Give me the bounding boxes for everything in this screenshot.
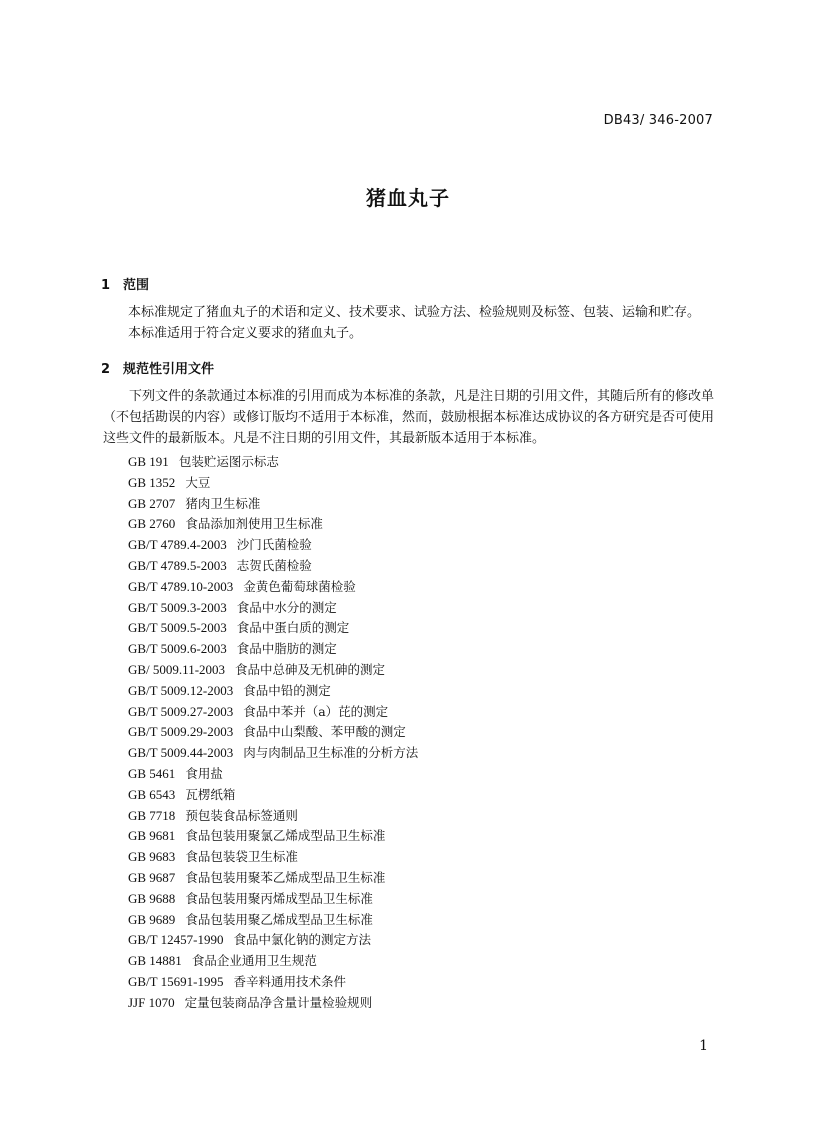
reference-item bbox=[128, 722, 418, 743]
section-number: 2 bbox=[101, 362, 111, 377]
reference-code: GB 2707 bbox=[128, 495, 176, 511]
reference-code: GB 6543 bbox=[128, 786, 176, 802]
reference-item bbox=[128, 826, 418, 847]
reference-item bbox=[128, 910, 418, 931]
reference-code: GB/T 5009.5-2003 bbox=[128, 620, 227, 636]
reference-item bbox=[128, 660, 418, 681]
reference-code: GB 2760 bbox=[128, 516, 176, 532]
reference-name: 食品包装用聚乙烯成型品卫生标准 bbox=[185, 911, 373, 927]
reference-name: 食品包装用聚氯乙烯成型品卫生标准 bbox=[185, 828, 386, 844]
reference-name: 预包装食品标签通则 bbox=[185, 807, 298, 823]
reference-name: 志贺氏菌检验 bbox=[236, 557, 312, 573]
reference-name: 食品中铅的测定 bbox=[243, 682, 331, 698]
reference-name: 食品企业通用卫生规范 bbox=[191, 953, 317, 969]
reference-code: GB/ 5009.11-2003 bbox=[128, 661, 226, 677]
reference-name: 香辛料通用技术条件 bbox=[233, 973, 346, 989]
page-title: 猪血丸子 bbox=[366, 186, 450, 210]
reference-name: 沙门氏菌检验 bbox=[236, 537, 312, 553]
reference-item bbox=[128, 618, 418, 639]
reference-code: GB 7718 bbox=[128, 807, 176, 823]
reference-code: GB/T 4789.5-2003 bbox=[128, 557, 227, 573]
reference-code: GB/T 5009.29-2003 bbox=[128, 724, 234, 740]
reference-item bbox=[128, 889, 418, 910]
reference-item bbox=[128, 598, 418, 619]
reference-name: 猪肉卫生标准 bbox=[185, 495, 261, 511]
page-number: 1 bbox=[699, 1038, 708, 1054]
reference-item bbox=[128, 972, 418, 993]
reference-name: 大豆 bbox=[185, 474, 211, 490]
reference-item bbox=[128, 806, 418, 827]
reference-name: 食品中山梨酸、苯甲酸的测定 bbox=[243, 724, 406, 740]
reference-name: 瓦楞纸箱 bbox=[185, 786, 236, 802]
reference-list bbox=[128, 452, 418, 1014]
section-number: 1 bbox=[101, 278, 111, 293]
scope-paragraph-2: 本标准适用于符合定义要求的猪血丸子。 bbox=[128, 326, 363, 341]
section-title: 规范性引用文件 bbox=[123, 362, 215, 377]
reference-name: 包装贮运图示标志 bbox=[178, 454, 279, 469]
reference-code: GB/T 4789.10-2003 bbox=[128, 578, 234, 594]
reference-code: GB/T 5009.3-2003 bbox=[128, 599, 227, 615]
reference-item bbox=[128, 785, 418, 806]
reference-code: GB 9683 bbox=[128, 849, 176, 865]
reference-name: 食品中蛋白质的测定 bbox=[236, 620, 350, 636]
reference-item bbox=[128, 702, 418, 723]
section-1-heading bbox=[101, 274, 149, 293]
reference-item bbox=[128, 868, 418, 889]
reference-code: GB/T 5009.44-2003 bbox=[128, 745, 234, 761]
reference-name: 食品添加剂使用卫生标准 bbox=[185, 516, 323, 532]
reference-code: GB 1352 bbox=[128, 474, 176, 490]
reference-name: 食品中水分的测定 bbox=[236, 599, 337, 615]
reference-code: GB 9681 bbox=[128, 828, 176, 844]
reference-item bbox=[128, 993, 418, 1014]
reference-code: GB 191 bbox=[128, 454, 169, 469]
reference-item bbox=[128, 452, 418, 473]
reference-item bbox=[128, 847, 418, 868]
reference-name: 食品中总砷及无机砷的测定 bbox=[235, 661, 386, 677]
document-code: DB43/ 346-2007 bbox=[603, 113, 713, 128]
reference-name: 食品包装用聚苯乙烯成型品卫生标准 bbox=[185, 869, 386, 885]
reference-name: 金黄色葡萄球菌检验 bbox=[243, 578, 356, 594]
reference-item bbox=[128, 535, 418, 556]
reference-item bbox=[128, 930, 418, 951]
reference-item bbox=[128, 514, 418, 535]
references-intro: 下列文件的条款通过本标准的引用而成为本标准的条款，凡是注日期的引用文件，其随后所有的修改单（不包括勘误的内容）或修订版均不适用于本标准，然而，鼓励根据本标准达成协议的各方研究是否可使用这些文件的最新版本。凡是不注日期的引用文件，其最新版本适用于本标准。 bbox=[103, 389, 715, 446]
reference-item bbox=[128, 494, 418, 515]
section-2-heading bbox=[101, 358, 214, 377]
reference-name: 肉与肉制品卫生标准的分析方法 bbox=[243, 745, 419, 761]
reference-name: 食品包装用聚丙烯成型品卫生标准 bbox=[185, 890, 373, 906]
reference-item bbox=[128, 764, 418, 785]
reference-code: GB 9687 bbox=[128, 869, 176, 885]
reference-code: GB/T 5009.27-2003 bbox=[128, 703, 234, 719]
reference-code: GB 5461 bbox=[128, 765, 176, 781]
reference-name: 食品包装袋卫生标准 bbox=[185, 849, 298, 865]
reference-item bbox=[128, 639, 418, 660]
reference-code: GB/T 4789.4-2003 bbox=[128, 537, 227, 553]
reference-name: 食品中脂肪的测定 bbox=[236, 641, 337, 657]
reference-name: 食品中氯化钠的测定方法 bbox=[233, 932, 371, 948]
reference-name: 食品中苯并（a）芘的测定 bbox=[243, 703, 389, 719]
reference-name: 定量包装商品净含量计量检验规则 bbox=[184, 994, 373, 1010]
reference-item bbox=[128, 743, 418, 764]
reference-name: 食用盐 bbox=[185, 765, 223, 781]
reference-code: GB 9689 bbox=[128, 911, 176, 927]
reference-code: GB 14881 bbox=[128, 953, 182, 969]
reference-code: GB/T 5009.12-2003 bbox=[128, 682, 234, 698]
reference-code: GB/T 15691-1995 bbox=[128, 973, 224, 989]
reference-item bbox=[128, 556, 418, 577]
reference-code: JJF 1070 bbox=[128, 994, 175, 1010]
reference-item bbox=[128, 577, 418, 598]
reference-item bbox=[128, 681, 418, 702]
section-title: 范围 bbox=[123, 278, 150, 293]
reference-code: GB/T 5009.6-2003 bbox=[128, 641, 227, 657]
reference-item bbox=[128, 951, 418, 972]
reference-item bbox=[128, 473, 418, 494]
scope-paragraph-1: 本标准规定了猪血丸子的术语和定义、技术要求、试验方法、检验规则及标签、包装、运输和贮存。 bbox=[128, 305, 701, 320]
reference-code: GB/T 12457-1990 bbox=[128, 932, 224, 948]
reference-code: GB 9688 bbox=[128, 890, 176, 906]
